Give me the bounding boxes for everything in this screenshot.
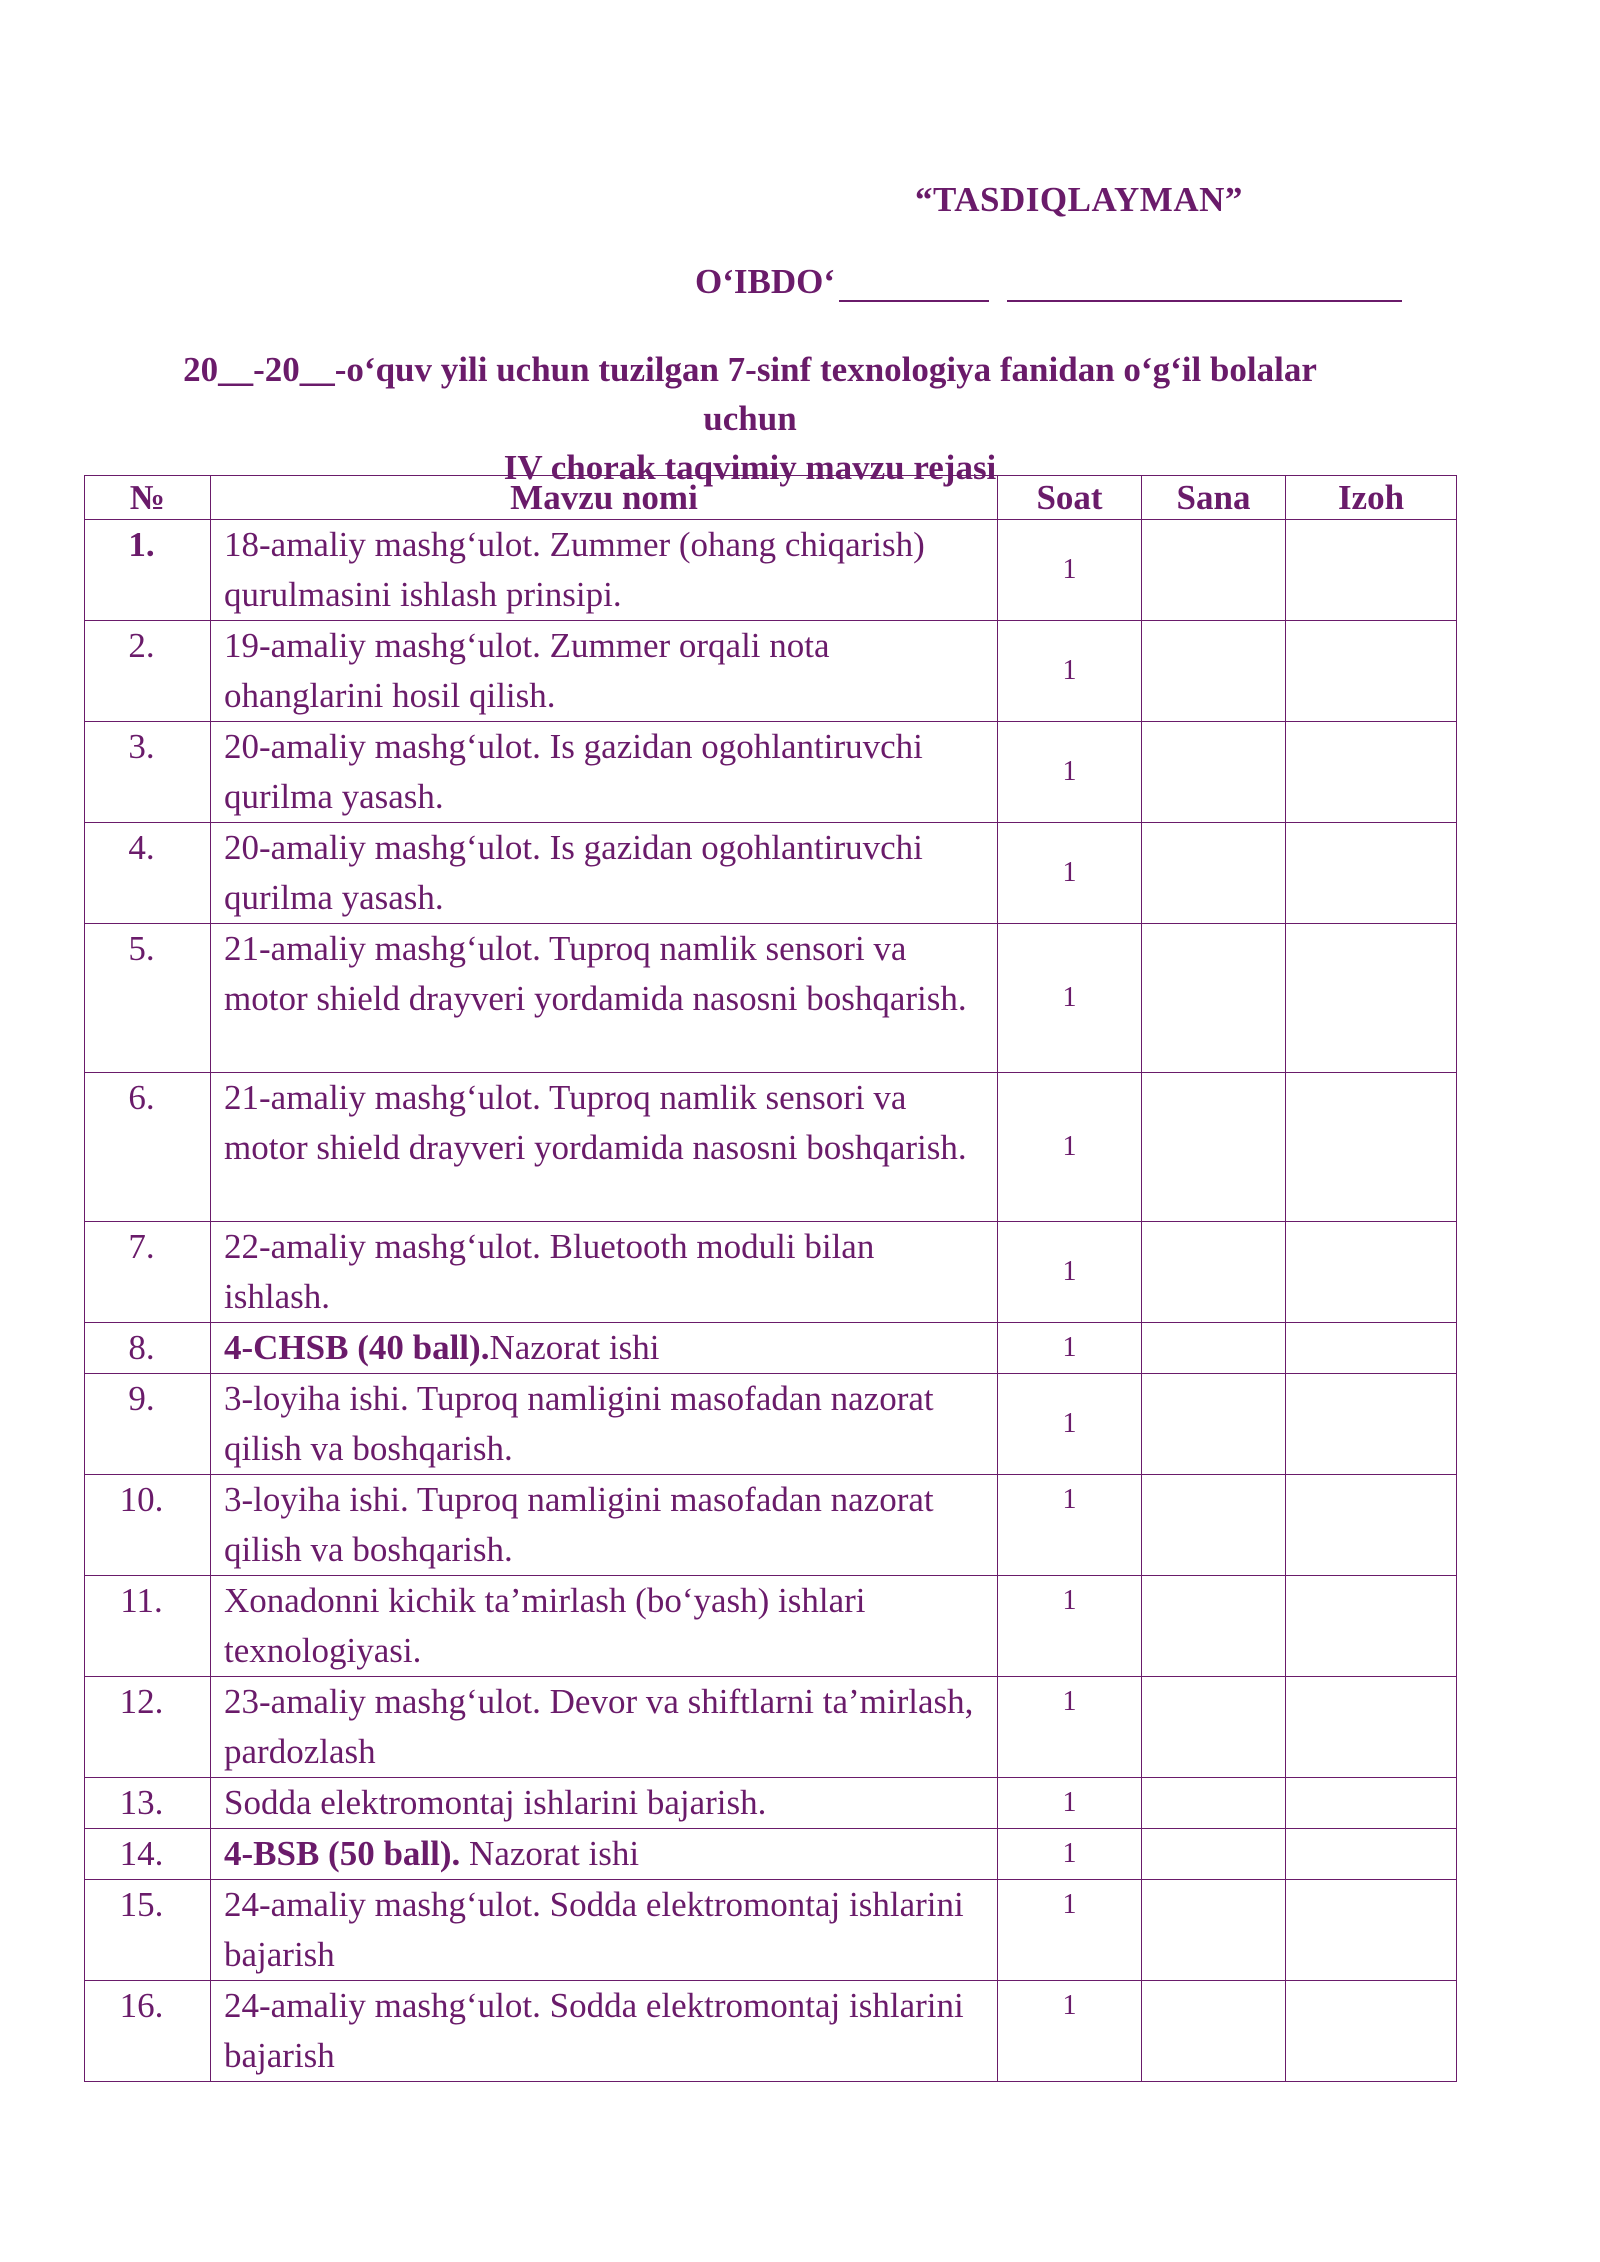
row-topic [211,722,998,823]
topic-text: Xonadonni kichik ta’mirlash (bo‘yash) ishlari texnologiyasi. [224,1581,866,1670]
table-row [85,1073,1457,1222]
table-row [85,1880,1457,1981]
row-note [1286,1323,1457,1374]
row-topic [211,1323,998,1374]
row-date [1142,1576,1286,1677]
name-blank [1007,266,1402,302]
table-row [85,1981,1457,2082]
director-signature-line [695,262,1402,302]
title-line-1: 20__-20__-o‘quv yili uchun tuzilgan 7-sinf texnologiya fanidan o‘g‘il bolalar uchun [183,350,1317,438]
row-hours: 1 [998,1677,1142,1778]
signature-blank [839,266,989,302]
row-number: 7. [85,1222,211,1323]
table-row [85,924,1457,1073]
row-hours: 1 [998,1829,1142,1880]
row-topic [211,1880,998,1981]
row-note [1286,621,1457,722]
row-number: 11. [85,1576,211,1677]
row-note [1286,1829,1457,1880]
row-date [1142,1778,1286,1829]
row-note [1286,1222,1457,1323]
lesson-plan-table [84,475,1457,2082]
title-line-2: IV chorak taqvimiy mavzu rejasi [503,448,997,487]
row-date [1142,823,1286,924]
row-note [1286,520,1457,621]
table-row [85,1677,1457,1778]
row-topic [211,621,998,722]
table-row [85,520,1457,621]
row-hours: 1 [998,1073,1142,1222]
row-hours: 1 [998,520,1142,621]
row-note [1286,1778,1457,1829]
approval-heading: “TASDIQLAYMAN” [915,180,1243,219]
row-date [1142,1073,1286,1222]
table-row [85,722,1457,823]
topic-text: 20-amaliy mashg‘ulot. Is gazidan ogohlantiruvchi qurilma yasash. [224,828,923,917]
topic-text: 19-amaliy mashg‘ulot. Zummer orqali nota ohanglarini hosil qilish. [224,626,830,715]
row-number: 15. [85,1880,211,1981]
row-date [1142,520,1286,621]
topic-text: 22-amaliy mashg‘ulot. Bluetooth moduli bilan ishlash. [224,1227,875,1316]
topic-text: Sodda elektromontaj ishlarini bajarish. [224,1783,767,1822]
assessment-label: 4-BSB (50 ball). [224,1834,461,1873]
table-row [85,1323,1457,1374]
row-topic [211,1677,998,1778]
table-header-row [85,476,1457,520]
topic-text: 24-amaliy mashg‘ulot. Sodda elektromontaj ishlarini bajarish [224,1986,964,2075]
table-row [85,1829,1457,1880]
topic-text: 21-amaliy mashg‘ulot. Tuproq namlik sensori va motor shield drayveri yordamida nasosni boshqarish. [224,929,967,1018]
row-topic [211,924,998,1073]
topic-text: 21-amaliy mashg‘ulot. Tuproq namlik sensori va motor shield drayveri yordamida nasosni boshqarish. [224,1078,967,1167]
row-hours: 1 [998,1880,1142,1981]
row-topic [211,1073,998,1222]
row-number: 10. [85,1475,211,1576]
column-header-note: Izoh [1286,476,1457,520]
row-number: 16. [85,1981,211,2082]
topic-text: 3-loyiha ishi. Tuproq namligini masofadan nazorat qilish va boshqarish. [224,1379,934,1468]
row-topic [211,1374,998,1475]
row-date [1142,1829,1286,1880]
row-topic [211,1829,998,1880]
column-header-date: Sana [1142,476,1286,520]
table-row [85,1576,1457,1677]
table-row [85,823,1457,924]
topic-text: 20-amaliy mashg‘ulot. Is gazidan ogohlantiruvchi qurilma yasash. [224,727,923,816]
row-date [1142,722,1286,823]
row-note [1286,1374,1457,1475]
row-number: 4. [85,823,211,924]
row-number: 13. [85,1778,211,1829]
row-date [1142,1222,1286,1323]
row-date [1142,1981,1286,2082]
row-hours: 1 [998,1374,1142,1475]
row-hours: 1 [998,924,1142,1073]
row-topic [211,1778,998,1829]
row-hours: 1 [998,1778,1142,1829]
row-note [1286,722,1457,823]
row-number: 9. [85,1374,211,1475]
topic-text: Nazorat ishi [460,1834,640,1873]
assessment-label: 4-CHSB (40 ball). [224,1328,490,1367]
row-note [1286,1981,1457,2082]
row-date [1142,621,1286,722]
row-note [1286,924,1457,1073]
director-label: O‘IBDO‘ [695,262,835,301]
column-header-number: № [85,476,211,520]
topic-text: 3-loyiha ishi. Tuproq namligini masofadan nazorat qilish va boshqarish. [224,1480,934,1569]
row-topic [211,520,998,621]
row-number: 6. [85,1073,211,1222]
row-number: 1. [85,520,211,621]
table-row [85,1475,1457,1576]
column-header-topic: Mavzu nomi [211,476,998,520]
row-number: 2. [85,621,211,722]
row-topic [211,1222,998,1323]
row-note [1286,1475,1457,1576]
table-row [85,1374,1457,1475]
row-date [1142,924,1286,1073]
row-hours: 1 [998,823,1142,924]
row-number: 5. [85,924,211,1073]
column-header-hours: Soat [998,476,1142,520]
row-hours: 1 [998,1576,1142,1677]
document-title [140,345,1360,492]
table-row [85,621,1457,722]
row-hours: 1 [998,1323,1142,1374]
row-date [1142,1323,1286,1374]
table-row [85,1778,1457,1829]
row-note [1286,1677,1457,1778]
row-date [1142,1475,1286,1576]
row-note [1286,1880,1457,1981]
row-date [1142,1677,1286,1778]
row-note [1286,1576,1457,1677]
row-number: 12. [85,1677,211,1778]
row-hours: 1 [998,621,1142,722]
row-number: 3. [85,722,211,823]
row-note [1286,823,1457,924]
row-topic [211,1475,998,1576]
topic-text: 24-amaliy mashg‘ulot. Sodda elektromontaj ishlarini bajarish [224,1885,964,1974]
row-date [1142,1880,1286,1981]
row-topic [211,1981,998,2082]
row-hours: 1 [998,1222,1142,1323]
row-topic [211,1576,998,1677]
row-hours: 1 [998,722,1142,823]
topic-text: Nazorat ishi [489,1328,660,1367]
row-date [1142,1374,1286,1475]
row-number: 14. [85,1829,211,1880]
table-row [85,1222,1457,1323]
row-topic [211,823,998,924]
row-hours: 1 [998,1475,1142,1576]
row-hours: 1 [998,1981,1142,2082]
topic-text: 18-amaliy mashg‘ulot. Zummer (ohang chiqarish) qurulmasini ishlash prinsipi. [224,525,925,614]
row-number: 8. [85,1323,211,1374]
topic-text: 23-amaliy mashg‘ulot. Devor va shiftlarni ta’mirlash, pardozlash [224,1682,974,1771]
row-note [1286,1073,1457,1222]
